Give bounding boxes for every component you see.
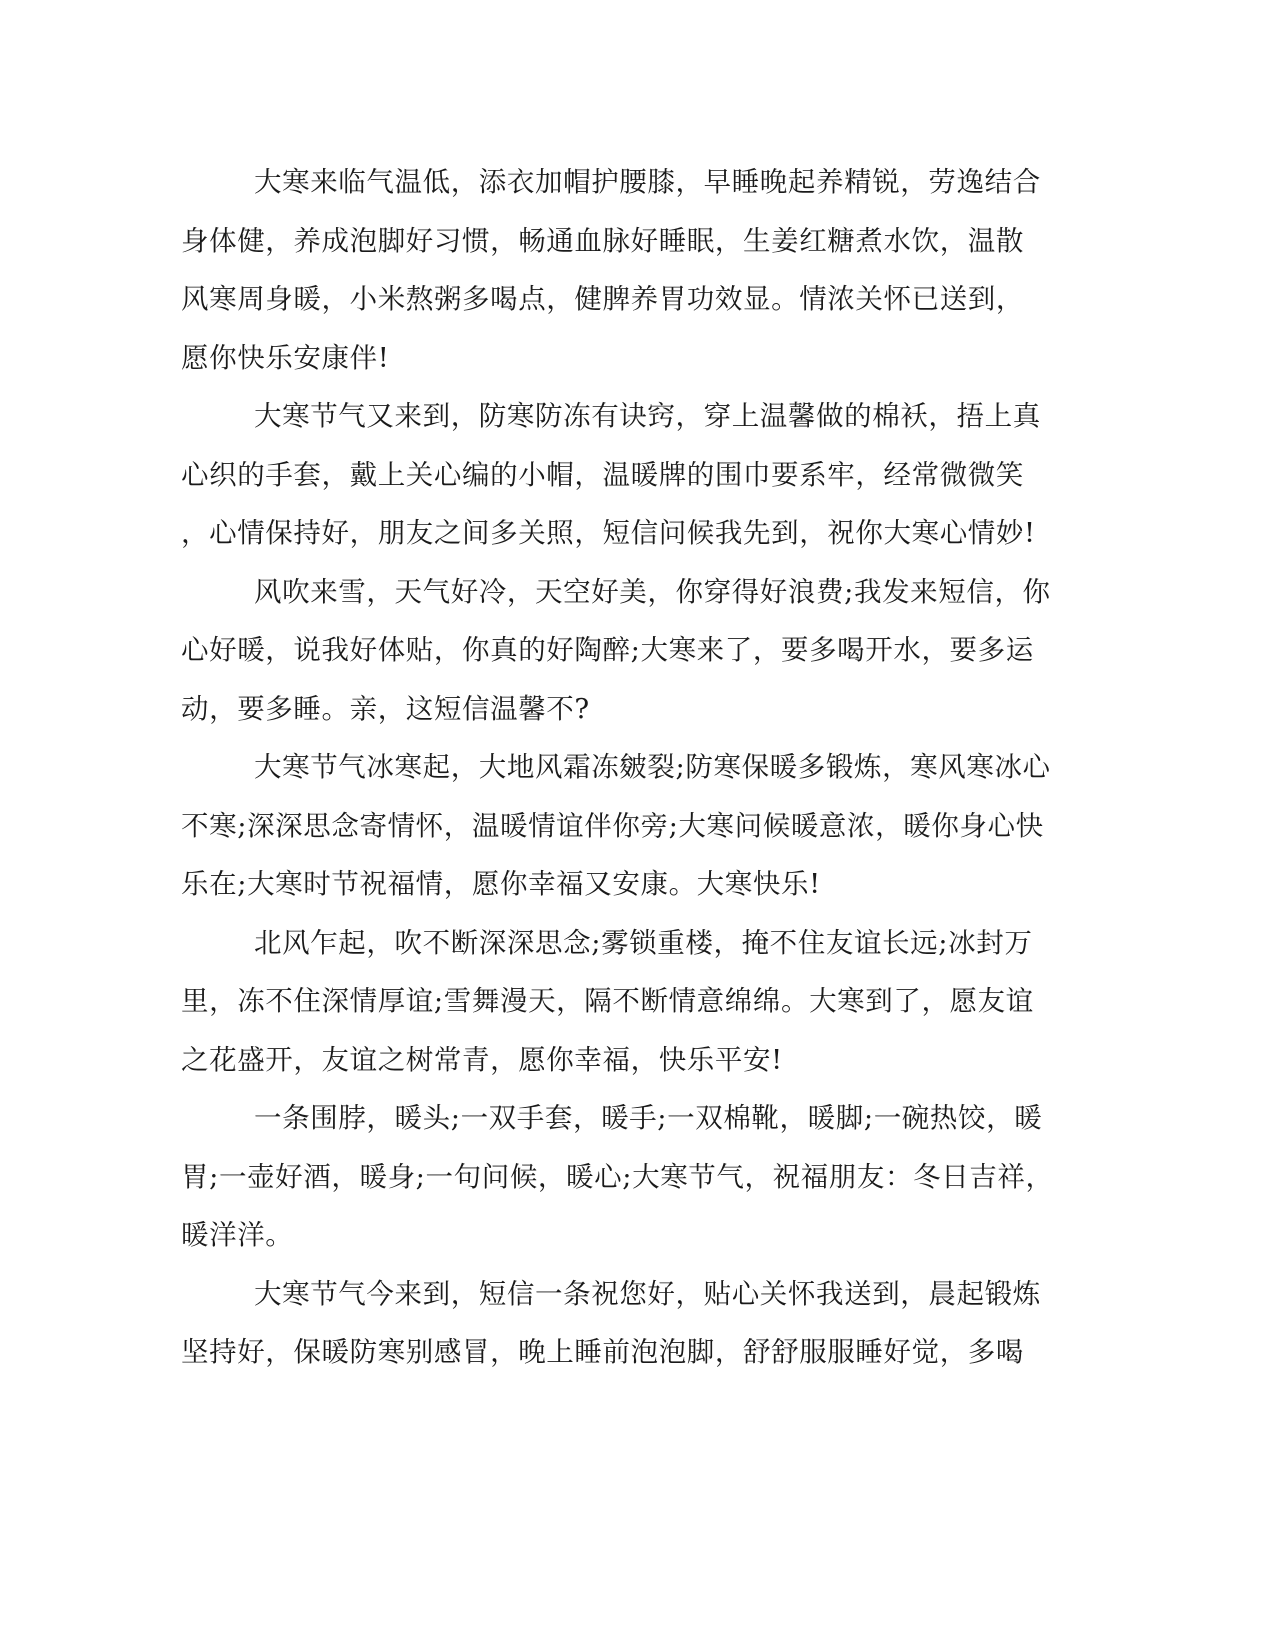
text-line: 胃;一壶好酒，暖身;一句问候，暖心;大寒节气，祝福朋友：冬日吉祥， [181,1160,1054,1193]
text-line: 一条围脖，暖头;一双手套，暖手;一双棉靴，暖脚;一碗热饺，暖 [254,1102,1043,1134]
text-line: 愿你快乐安康伴! [181,341,390,374]
text-line: ，心情保持好，朋友之间多关照，短信问候我先到，祝你大寒心情妙! [181,517,1036,549]
text-line: 乐在;大寒时节祝福情，愿你幸福又安康。大寒快乐! [181,868,821,900]
text-line: 大寒节气今来到，短信一条祝您好，贴心关怀我送到，晨起锻炼 [254,1277,1041,1310]
text-line: 身体健，养成泡脚好习惯，畅通血脉好睡眠，生姜红糖煮水饮，温散 [181,224,1024,257]
text-line: 大寒节气冰寒起，大地风霜冻皴裂;防寒保暖多锻炼，寒风寒冰心 [254,751,1051,783]
text-line: 动，要多睡。亲，这短信温馨不? [181,692,590,725]
text-line: 心织的手套，戴上关心编的小帽，温暖牌的围巾要系牢，经常微微笑 [181,458,1024,491]
text-line: 暖洋洋。 [181,1219,294,1251]
text-line: 心好暖，说我好体贴，你真的好陶醉;大寒来了，要多喝开水，要多运 [181,634,1034,666]
text-line: 不寒;深深思念寄情怀，温暖情谊伴你旁;大寒问候暖意浓，暖你身心快 [181,809,1044,842]
document-body [181,153,1067,1382]
text-line: 里，冻不住深情厚谊;雪舞漫天，隔不断情意绵绵。大寒到了，愿友谊 [181,985,1034,1017]
text-line: 风吹来雪，天气好冷，天空好美，你穿得好浪费;我发来短信，你 [254,575,1051,608]
text-line: 大寒节气又来到，防寒防冻有诀窍，穿上温馨做的棉袄，捂上真 [254,400,1041,432]
text-line: 之花盛开，友谊之树常青，愿你幸福，快乐平安! [181,1043,783,1076]
text-line: 坚持好，保暖防寒别感冒，晚上睡前泡泡脚，舒舒服服睡好觉，多喝 [181,1336,1024,1368]
text-line: 大寒来临气温低，添衣加帽护腰膝，早睡晚起养精锐，劳逸结合 [254,166,1041,198]
text-line: 风寒周身暖，小米熬粥多喝点，健脾养胃功效显。情浓关怀已送到， [181,283,1024,315]
text-line: 北风乍起，吹不断深深思念;雾锁重楼，掩不住友谊长远;冰封万 [254,926,1033,959]
